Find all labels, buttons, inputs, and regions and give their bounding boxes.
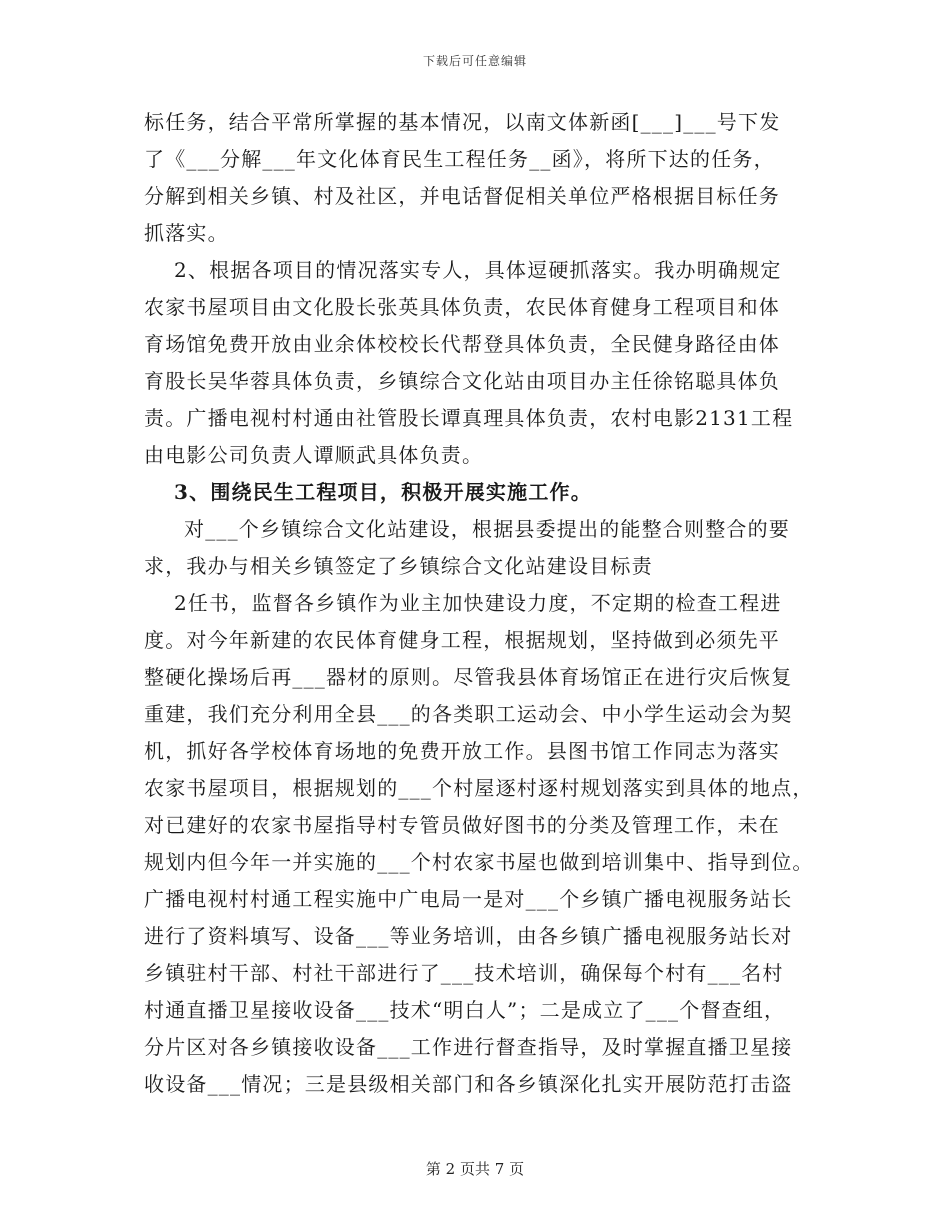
body-line: 责。广播电视村村通由社管股长谭真理具体负责，农村电影2131工程 — [144, 406, 794, 430]
body-line: 由电影公司负责人谭顺武具体负责。 — [144, 443, 484, 467]
page-header: 下载后可任意编辑 — [422, 54, 527, 68]
body-line: 农家书屋项目，根据规划的___个村屋逐村逐村规划落实到具体的地点， — [144, 776, 814, 800]
body-line: 2任书，监督各乡镇作为业主加快建设力度，不定期的检查工程进 — [174, 591, 782, 615]
body-line: 育股长吴华蓉具体负责，乡镇综合文化站由项目办主任徐铭聪具体负 — [144, 369, 780, 393]
body-line: 收设备___情况；三是县级相关部门和各乡镇深化扎实开展防范打击盗 — [144, 1072, 793, 1096]
body-line: 2、根据各项目的情况落实专人，具体逗硬抓落实。我办明确规定 — [174, 258, 782, 282]
section-heading: 3、围绕民生工程项目，积极开展实施工作。 — [174, 480, 592, 504]
body-line: 育场馆免费开放由业余体校校长代帮登具体负责，全民健身路径由体 — [144, 332, 780, 356]
body-line: 机，抓好各学校体育场地的免费开放工作。县图书馆工作同志为落实 — [144, 739, 780, 763]
body-line: 标任务，结合平常所掌握的基本情况，以南文体新函[___]___号下发 — [144, 110, 781, 134]
body-line: 广播电视村村通工程实施中广电局一是对___个乡镇广播电视服务站长 — [144, 887, 793, 911]
body-line: 农家书屋项目由文化股长张英具体负责，农民体育健身工程项目和体 — [144, 295, 780, 319]
body-line: 求，我办与相关乡镇签定了乡镇综合文化站建设目标责 — [144, 554, 653, 578]
body-line: 进行了资料填写、设备___等业务培训，由各乡镇广播电视服务站长对 — [144, 924, 793, 948]
body-line: 了《___分解___年文化体育民生工程任务__函》，将所下达的任务， — [144, 147, 775, 171]
document-body — [144, 104, 814, 1103]
page-footer: 第 2 页共 7 页 — [425, 1160, 525, 1178]
body-line: 规划内但今年一并实施的___个村农家书屋也做到培训集中、指导到位。 — [144, 850, 814, 874]
body-line: 乡镇驻村干部、村社干部进行了___技术培训，确保每个村有___名村 — [144, 961, 784, 985]
body-line: 重建，我们充分利用全县___的各类职工运动会、中小学生运动会为契 — [144, 702, 793, 726]
body-line: 分解到相关乡镇、村及社区，并电话督促相关单位严格根据目标任务 — [144, 184, 780, 208]
body-line: 整硬化操场后再___器材的原则。尽管我县体育场馆正在进行灾后恢复 — [144, 665, 793, 689]
body-line: 度。对今年新建的农民体育健身工程，根据规划，坚持做到必须先平 — [144, 628, 780, 652]
body-line: 对已建好的农家书屋指导村专管员做好图书的分类及管理工作，未在 — [144, 813, 780, 837]
body-line: 抓落实。 — [144, 221, 229, 245]
body-line: 对___个乡镇综合文化站建设，根据县委提出的能整合则整合的要 — [184, 517, 790, 541]
body-line: 分片区对各乡镇接收设备___工作进行督查指导，及时掌握直播卫星接 — [144, 1035, 793, 1059]
body-line: 村通直播卫星接收设备___技术“明白人”；二是成立了___个督查组， — [144, 998, 786, 1022]
